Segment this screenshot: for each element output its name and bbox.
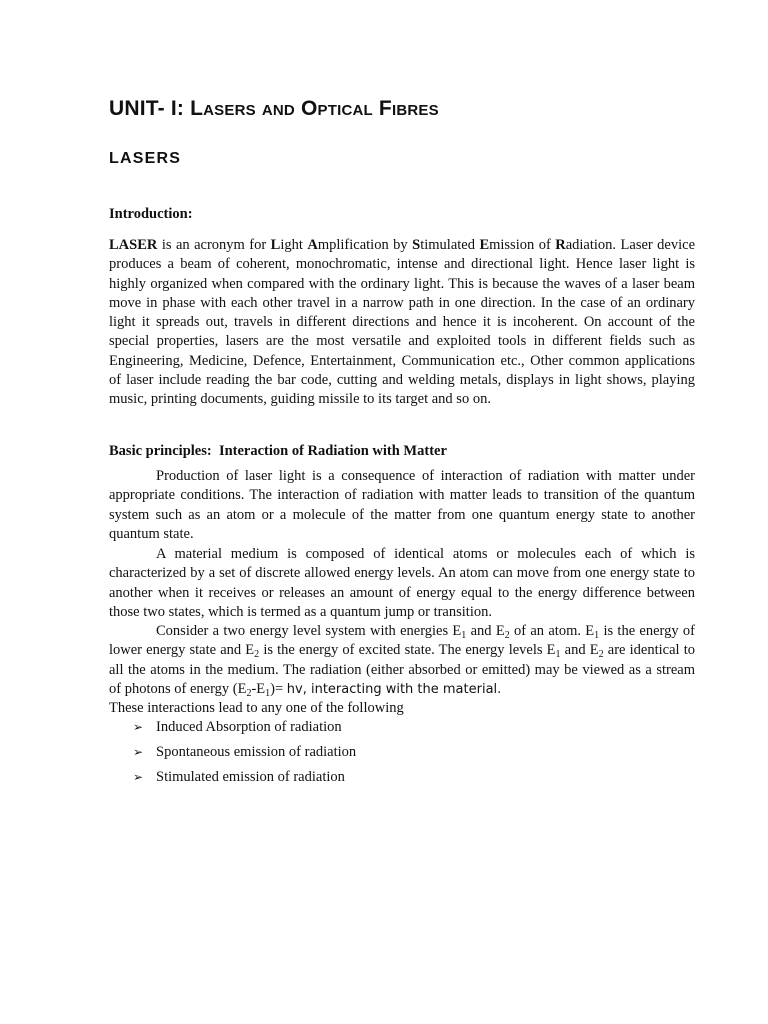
list-item — [133, 768, 356, 793]
text-run: -E — [251, 680, 266, 697]
acronym-text: is an acronym for — [157, 237, 271, 253]
text-run: and E — [560, 642, 599, 659]
subscript: 1 — [594, 630, 600, 641]
subscript: 1 — [265, 687, 271, 699]
basic-principles-heading: Basic principles: Interaction of Radiation with Matter — [109, 443, 447, 459]
text-run: of an atom. E — [509, 623, 595, 639]
subscript: 2 — [254, 649, 260, 661]
arrowhead-bullet-icon: ➢ — [133, 720, 144, 734]
arrowhead-bullet-icon: ➢ — [133, 745, 144, 759]
introduction-body: Laser device produces a beam of coherent, monochromatic, intense and directional light. Hence laser light is highly organized when compared with the ordinary light. This is because the waves of a laser beam move in phase with each other travel in a narrow path in one direction. In the case of an ordinary light it spreads out, travels in different directions and hence it is incoherent. On account of the special properties, lasers are the most versatile and exploited tools in different fields such as Engineering, Medicine, Defence, Entertainment, Communication etc., Other common applications of laser include reading the bar code, cutting and welding metals, displays in light shows, playing music, printing documents, guiding missile to its target and so on. — [109, 237, 696, 408]
unit-title-prefix: UNIT- I: — [109, 97, 191, 120]
acronym-text: adiation. — [565, 237, 617, 253]
list-item — [133, 743, 356, 768]
subscript: 2 — [504, 630, 510, 641]
paragraph-production: Production of laser light is a consequence of interaction of radiation with matter under appropriate conditions. The interaction of radiation with matter leads to transition of the quantum system such as an atom or a molecule of the matter from one quantum energy state to another quantum state. — [109, 468, 695, 542]
acronym-word: LASER — [109, 237, 158, 253]
paragraph-two-level-system — [109, 622, 695, 699]
unit-title — [109, 97, 439, 121]
interaction-list — [133, 718, 356, 793]
arrowhead-bullet-icon: ➢ — [133, 770, 144, 784]
subscript: 1 — [461, 630, 467, 641]
introduction-paragraph — [109, 236, 695, 410]
acronym-letter: L — [270, 237, 281, 253]
text-run: )= — [270, 680, 287, 697]
acronym-text: mission of — [489, 237, 556, 253]
paragraph-material-medium: A material medium is composed of identical atoms or molecules each of which is characterized by a set of discrete allowed energy levels. An atom can move from one energy state to another when it receives or releases an amount of energy equal to the energy difference between those two states, which is termed as a quantum jump or transition. — [109, 546, 695, 620]
list-item-label: Spontaneous emission of radiation — [156, 744, 357, 760]
acronym-letter: E — [479, 237, 490, 253]
text-run: are identical to all the atoms in the medium. The radiation (either absorbed or emitted) may be viewed as a stream of photons of energy (E — [109, 642, 695, 697]
paragraph-interactions-lead: These interactions lead to any one of the following — [109, 700, 404, 716]
list-item — [133, 718, 356, 743]
list-item-label: Stimulated emission of radiation — [156, 769, 345, 785]
acronym-text: ight — [280, 237, 308, 253]
text-run: is the energy of excited state. The energy levels E — [259, 642, 556, 659]
text-run: Consider a two energy level system with energies E — [156, 623, 462, 639]
list-item-label: Induced Absorption of radiation — [156, 719, 342, 735]
subscript: 2 — [598, 649, 604, 661]
unit-title-main: Lasers and Optical Fibres — [190, 97, 439, 120]
acronym-text: mplification by — [317, 237, 413, 253]
subscript: 1 — [555, 649, 561, 661]
text-run: hv, interacting with the material. — [286, 681, 502, 697]
introduction-heading: Introduction: — [109, 206, 193, 222]
acronym-letter: R — [555, 237, 566, 253]
acronym-text: timulated — [420, 237, 480, 253]
text-run: and E — [466, 623, 505, 639]
acronym-letter: S — [412, 237, 421, 253]
subscript: 2 — [246, 687, 252, 699]
section-title: LASERS — [109, 150, 182, 167]
acronym-letter: A — [307, 237, 318, 253]
text-run: is the energy of lower energy state and E — [109, 623, 695, 659]
